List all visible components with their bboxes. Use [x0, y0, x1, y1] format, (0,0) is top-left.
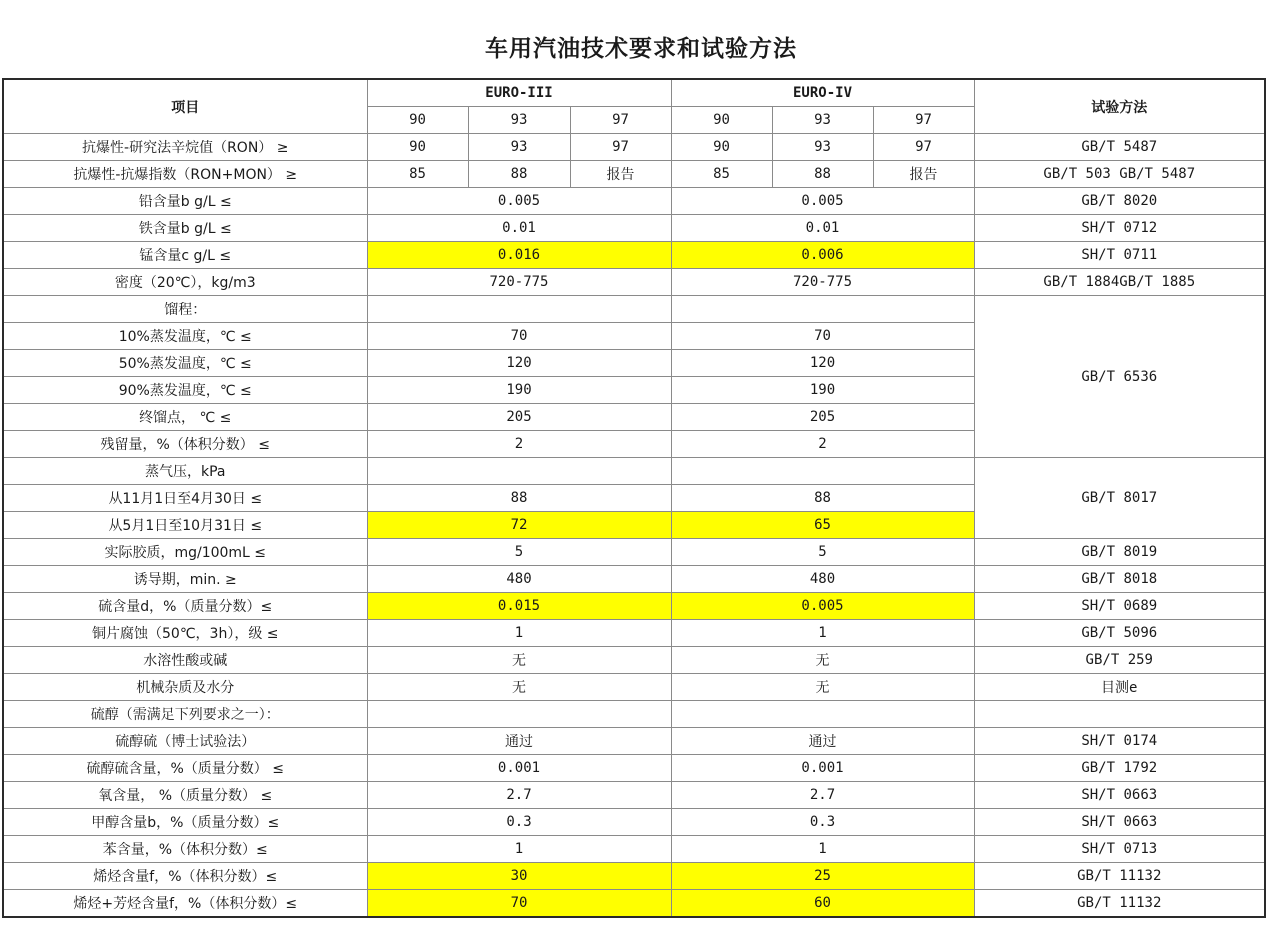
- euro3-97: 报告: [570, 161, 671, 188]
- item-label: 烯烃+芳烃含量f，%（体积分数）≤: [3, 890, 367, 918]
- euro3-value: 无: [367, 674, 671, 701]
- euro4-value: [671, 458, 974, 485]
- item-label: 密度（20℃），kg/m3: [3, 269, 367, 296]
- item-label: 铜片腐蚀（50℃，3h），级 ≤: [3, 620, 367, 647]
- table-row: [3, 296, 1265, 323]
- test-method: GB/T 8018: [974, 566, 1265, 593]
- item-label: 50%蒸发温度，℃ ≤: [3, 350, 367, 377]
- table-row: [3, 242, 1265, 269]
- euro3-value: 0.001: [367, 755, 671, 782]
- euro3-value: 120: [367, 350, 671, 377]
- item-label: 蒸气压，kPa: [3, 458, 367, 485]
- test-method: GB/T 5487: [974, 134, 1265, 161]
- test-method-distillation: GB/T 6536: [974, 296, 1265, 458]
- table-row: [3, 539, 1265, 566]
- table-row: [3, 674, 1265, 701]
- item-label: 诱导期，min. ≥: [3, 566, 367, 593]
- euro3-97: 97: [570, 134, 671, 161]
- item-label: 抗爆性-抗爆指数（RON+MON） ≥: [3, 161, 367, 188]
- euro3-value: 88: [367, 485, 671, 512]
- euro3-value-highlighted: 0.016: [367, 242, 671, 269]
- item-label: 馏程：: [3, 296, 367, 323]
- euro4-value-highlighted: 0.006: [671, 242, 974, 269]
- table-row: [3, 863, 1265, 890]
- euro3-value: 0.005: [367, 188, 671, 215]
- euro3-value-highlighted: 70: [367, 890, 671, 918]
- euro4-value-highlighted: 0.005: [671, 593, 974, 620]
- test-method: SH/T 0712: [974, 215, 1265, 242]
- test-method: SH/T 0663: [974, 782, 1265, 809]
- table-row: [3, 188, 1265, 215]
- euro3-value: 1: [367, 836, 671, 863]
- header-euro3: EURO-III: [367, 79, 671, 107]
- grade-97: 97: [570, 107, 671, 134]
- table-row: [3, 593, 1265, 620]
- item-label: 从11月1日至4月30日 ≤: [3, 485, 367, 512]
- item-label: 硫含量d，%（质量分数）≤: [3, 593, 367, 620]
- test-method: SH/T 0711: [974, 242, 1265, 269]
- table-row: [3, 701, 1265, 728]
- euro4-value: 无: [671, 647, 974, 674]
- item-label: 从5月1日至10月31日 ≤: [3, 512, 367, 539]
- euro3-value: 无: [367, 647, 671, 674]
- euro3-value: 190: [367, 377, 671, 404]
- item-label: 氧含量， %（质量分数） ≤: [3, 782, 367, 809]
- euro4-value: 88: [671, 485, 974, 512]
- item-label: 90%蒸发温度，℃ ≤: [3, 377, 367, 404]
- page-title: 车用汽油技术要求和试验方法: [485, 35, 797, 62]
- table-row: [3, 755, 1265, 782]
- euro4-value: 120: [671, 350, 974, 377]
- item-label: 10%蒸发温度，℃ ≤: [3, 323, 367, 350]
- table-row: [3, 809, 1265, 836]
- test-method: SH/T 0663: [974, 809, 1265, 836]
- euro3-90: 90: [367, 134, 468, 161]
- euro3-value: [367, 296, 671, 323]
- table-row: [3, 782, 1265, 809]
- euro3-value: [367, 458, 671, 485]
- item-label: 烯烃含量f，%（体积分数）≤: [3, 863, 367, 890]
- table-row: [3, 215, 1265, 242]
- item-label: 甲醇含量b，%（质量分数）≤: [3, 809, 367, 836]
- item-label: 铅含量b g/L ≤: [3, 188, 367, 215]
- item-label: 铁含量b g/L ≤: [3, 215, 367, 242]
- test-method: GB/T 503 GB/T 5487: [974, 161, 1265, 188]
- euro4-value: 2: [671, 431, 974, 458]
- euro3-value: 2: [367, 431, 671, 458]
- grade-97: 97: [873, 107, 974, 134]
- table-row: [3, 890, 1265, 918]
- grade-93: 93: [772, 107, 873, 134]
- euro4-value: [671, 701, 974, 728]
- euro3-value-highlighted: 0.015: [367, 593, 671, 620]
- euro3-90: 85: [367, 161, 468, 188]
- item-label: 硫醇（需满足下列要求之一）：: [3, 701, 367, 728]
- euro4-90: 90: [671, 134, 772, 161]
- item-label: 残留量，%（体积分数） ≤: [3, 431, 367, 458]
- euro4-90: 85: [671, 161, 772, 188]
- euro4-value-highlighted: 65: [671, 512, 974, 539]
- euro3-value: 0.01: [367, 215, 671, 242]
- test-method: GB/T 11132: [974, 863, 1265, 890]
- table-row: [3, 269, 1265, 296]
- euro3-value: [367, 701, 671, 728]
- table-row: [3, 836, 1265, 863]
- grade-90: 90: [671, 107, 772, 134]
- euro4-93: 93: [772, 134, 873, 161]
- euro3-93: 93: [468, 134, 570, 161]
- grade-90: 90: [367, 107, 468, 134]
- test-method: SH/T 0689: [974, 593, 1265, 620]
- table-row: [3, 134, 1265, 161]
- header-euro4: EURO-IV: [671, 79, 974, 107]
- test-method: GB/T 1884GB/T 1885: [974, 269, 1265, 296]
- test-method-vapor-pressure: GB/T 8017: [974, 458, 1265, 539]
- euro4-97: 报告: [873, 161, 974, 188]
- euro3-value: 70: [367, 323, 671, 350]
- euro3-value: 205: [367, 404, 671, 431]
- item-label: 硫醇硫（博士试验法）: [3, 728, 367, 755]
- euro4-93: 88: [772, 161, 873, 188]
- euro4-value-highlighted: 60: [671, 890, 974, 918]
- euro4-value: 5: [671, 539, 974, 566]
- table-row: [3, 620, 1265, 647]
- item-label: 机械杂质及水分: [3, 674, 367, 701]
- euro4-value: 0.3: [671, 809, 974, 836]
- table-row: [3, 458, 1265, 485]
- item-label: 苯含量，%（体积分数）≤: [3, 836, 367, 863]
- table-row: [3, 566, 1265, 593]
- euro4-value: 无: [671, 674, 974, 701]
- euro4-value: 70: [671, 323, 974, 350]
- gasoline-spec-table: [2, 78, 1266, 918]
- euro4-value: 1: [671, 836, 974, 863]
- test-method: 目测e: [974, 674, 1265, 701]
- euro3-93: 88: [468, 161, 570, 188]
- item-label: 终馏点， ℃ ≤: [3, 404, 367, 431]
- euro3-value: 0.3: [367, 809, 671, 836]
- table-row: [3, 161, 1265, 188]
- euro4-value: 0.001: [671, 755, 974, 782]
- euro4-value: 205: [671, 404, 974, 431]
- test-method: GB/T 8019: [974, 539, 1265, 566]
- test-method: GB/T 1792: [974, 755, 1265, 782]
- test-method: SH/T 0174: [974, 728, 1265, 755]
- item-label: 水溶性酸或碱: [3, 647, 367, 674]
- euro3-value: 1: [367, 620, 671, 647]
- item-label: 硫醇硫含量，%（质量分数） ≤: [3, 755, 367, 782]
- euro4-97: 97: [873, 134, 974, 161]
- header-method: 试验方法: [974, 79, 1265, 134]
- euro4-value: 0.005: [671, 188, 974, 215]
- euro4-value: 480: [671, 566, 974, 593]
- test-method: GB/T 259: [974, 647, 1265, 674]
- euro4-value-highlighted: 25: [671, 863, 974, 890]
- grade-93: 93: [468, 107, 570, 134]
- euro3-value-highlighted: 30: [367, 863, 671, 890]
- euro4-value: 190: [671, 377, 974, 404]
- euro4-value: 0.01: [671, 215, 974, 242]
- item-label: 实际胶质，mg/100mL ≤: [3, 539, 367, 566]
- euro4-value: 720-775: [671, 269, 974, 296]
- test-method: GB/T 8020: [974, 188, 1265, 215]
- test-method: GB/T 5096: [974, 620, 1265, 647]
- euro4-value: 1: [671, 620, 974, 647]
- euro3-value-highlighted: 72: [367, 512, 671, 539]
- test-method: [974, 701, 1265, 728]
- euro3-value: 2.7: [367, 782, 671, 809]
- euro3-value: 480: [367, 566, 671, 593]
- item-label: 抗爆性-研究法辛烷值（RON） ≥: [3, 134, 367, 161]
- euro3-value: 通过: [367, 728, 671, 755]
- euro3-value: 5: [367, 539, 671, 566]
- table-row: [3, 647, 1265, 674]
- item-label: 锰含量c g/L ≤: [3, 242, 367, 269]
- table-row: [3, 728, 1265, 755]
- euro4-value: [671, 296, 974, 323]
- euro3-value: 720-775: [367, 269, 671, 296]
- test-method: GB/T 11132: [974, 890, 1265, 918]
- test-method: SH/T 0713: [974, 836, 1265, 863]
- euro4-value: 通过: [671, 728, 974, 755]
- header-item: 项目: [3, 79, 367, 134]
- euro4-value: 2.7: [671, 782, 974, 809]
